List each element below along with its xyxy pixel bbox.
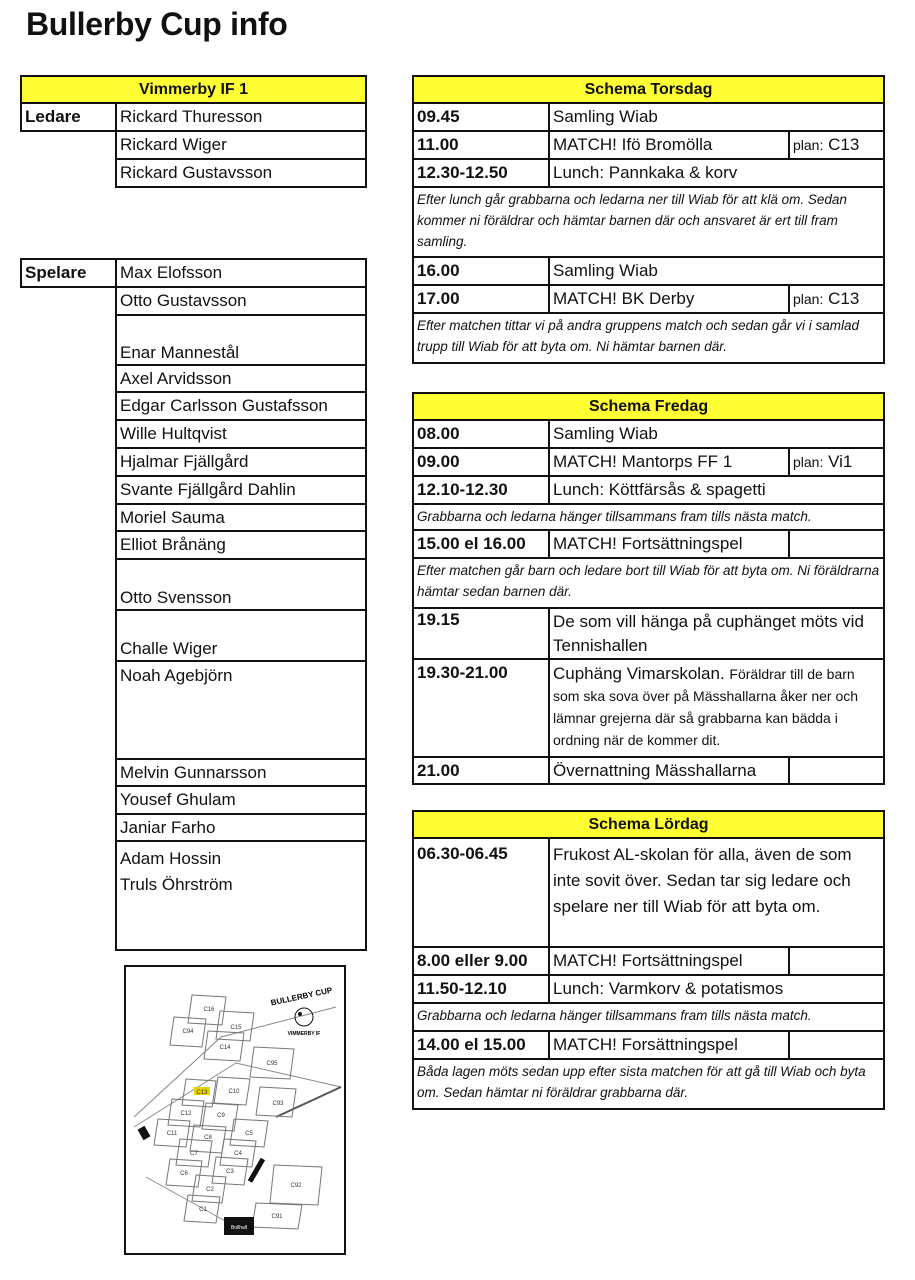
building-shape bbox=[138, 1126, 151, 1140]
plan-cell bbox=[789, 285, 884, 313]
time-cell: 15.00 el 16.00 bbox=[413, 530, 549, 558]
schedule-saturday bbox=[412, 810, 885, 1110]
empty-cell bbox=[789, 530, 884, 558]
time-cell: 12.10-12.30 bbox=[413, 476, 549, 504]
activity-cell: Lunch: Köttfärsås & spagetti bbox=[549, 476, 884, 504]
time-cell: 06.30-06.45 bbox=[413, 838, 549, 947]
player-name: Challe Wiger bbox=[116, 610, 366, 661]
time-cell: 11.00 bbox=[413, 131, 549, 159]
venue-map-drawing bbox=[126, 967, 344, 1253]
time-cell: 17.00 bbox=[413, 285, 549, 313]
player-name: Noah Agebjörn bbox=[116, 661, 366, 759]
activity-cell: Samling Wiab bbox=[549, 103, 884, 131]
plan-label: plan: bbox=[793, 454, 824, 470]
player-label: Spelare bbox=[21, 259, 116, 287]
empty-cell bbox=[789, 757, 884, 784]
leader-name: Rickard Thuresson bbox=[116, 103, 366, 131]
activity-cell: MATCH! Fortsättningspel bbox=[549, 947, 789, 975]
time-cell: 08.00 bbox=[413, 420, 549, 448]
activity-sub: Föräldrar till de barn som ska sova över på Mässhallarna åker ner och lämnar grejerna där så grabbarna kan bädda i ordning när de kommer dit. bbox=[553, 666, 859, 748]
activity-cell: MATCH! Mantorps FF 1 bbox=[549, 448, 789, 476]
leader-label: Ledare bbox=[21, 103, 116, 131]
activity-cell bbox=[549, 659, 884, 757]
field-label: C9 bbox=[217, 1113, 225, 1119]
field-label: C92 bbox=[290, 1183, 302, 1189]
field-label: C8 bbox=[204, 1135, 212, 1141]
note-text: Efter matchen tittar vi på andra gruppens match och sedan går vi i samlad trupp till Wiab för att byta om. Ni hämtar barnen där. bbox=[413, 313, 884, 363]
field-label: C1 bbox=[199, 1207, 207, 1213]
field-label: C11 bbox=[166, 1131, 178, 1137]
time-cell: 16.00 bbox=[413, 257, 549, 285]
player-name: Max Elofsson bbox=[116, 259, 366, 287]
building-label: Bollhall bbox=[230, 1225, 248, 1231]
field-label: C93 bbox=[272, 1101, 284, 1107]
activity-cell: Samling Wiab bbox=[549, 420, 884, 448]
plan-label: plan: bbox=[793, 137, 824, 153]
field-label: C94 bbox=[182, 1029, 194, 1035]
schedule-title: Schema Fredag bbox=[413, 393, 884, 420]
team-table bbox=[20, 75, 367, 951]
leader-name: Rickard Wiger bbox=[116, 131, 366, 159]
field-label: C2 bbox=[206, 1187, 214, 1193]
time-cell: 09.45 bbox=[413, 103, 549, 131]
time-cell: 19.30-21.00 bbox=[413, 659, 549, 757]
time-cell: 21.00 bbox=[413, 757, 549, 784]
player-name: Enar Mannestål bbox=[116, 315, 366, 365]
player-name: Otto Svensson bbox=[116, 559, 366, 610]
field-label: C3 bbox=[226, 1169, 234, 1175]
road-line bbox=[134, 1063, 341, 1127]
time-cell: 8.00 eller 9.00 bbox=[413, 947, 549, 975]
field-label: C6 bbox=[180, 1171, 188, 1177]
player-name: Hjalmar Fjällgård bbox=[116, 448, 366, 476]
venue-map bbox=[124, 965, 346, 1255]
player-name-group bbox=[116, 841, 366, 950]
leader-name: Rickard Gustavsson bbox=[116, 159, 366, 187]
field-label: C95 bbox=[266, 1061, 278, 1067]
field-label: C16 bbox=[203, 1007, 215, 1013]
time-cell: 11.50-12.10 bbox=[413, 975, 549, 1003]
note-text: Grabbarna och ledarna hänger tillsammans fram tills nästa match. bbox=[413, 1003, 884, 1031]
road-line bbox=[276, 1087, 341, 1117]
activity-cell: De som vill hänga på cuphänget möts vid Tennishallen bbox=[549, 608, 884, 659]
plan-value: C13 bbox=[828, 135, 860, 154]
schedule-thursday bbox=[412, 75, 885, 364]
road-line bbox=[134, 1007, 336, 1117]
activity-cell: MATCH! BK Derby bbox=[549, 285, 789, 313]
activity-main: Cuphäng Vimarskolan. bbox=[553, 664, 725, 683]
time-cell: 14.00 el 15.00 bbox=[413, 1031, 549, 1059]
note-text: Grabbarna och ledarna hänger tillsammans fram tills nästa match. bbox=[413, 504, 884, 530]
schedule-title: Schema Torsdag bbox=[413, 76, 884, 103]
logo-subtitle: VIMMERBY IF bbox=[287, 1031, 321, 1037]
player-name: Elliot Brånäng bbox=[116, 531, 366, 559]
activity-cell: Frukost AL-skolan för alla, även de som inte sovit över. Sedan tar sig ledare och spelare ner till Wiab för att byta om. bbox=[549, 838, 884, 947]
activity-cell: Samling Wiab bbox=[549, 257, 884, 285]
player-name: Adam Hossin bbox=[120, 849, 222, 868]
plan-cell bbox=[789, 131, 884, 159]
field-label: C5 bbox=[245, 1131, 253, 1137]
field-label: C4 bbox=[234, 1151, 242, 1157]
player-name: Svante Fjällgård Dahlin bbox=[116, 476, 366, 504]
field-label: C15 bbox=[230, 1025, 242, 1031]
highlight-field-label: C13 bbox=[196, 1090, 208, 1096]
note-text: Efter matchen går barn och ledare bort till Wiab för att byta om. Ni föräldrarna hämtar sedan barnen där. bbox=[413, 558, 884, 608]
note-text: Båda lagen möts sedan upp efter sista matchen för att gå till Wiab och byta om. Sedan hämtar ni föräldrar grabbarna där. bbox=[413, 1059, 884, 1109]
empty-cell bbox=[789, 1031, 884, 1059]
player-name: Edgar Carlsson Gustafsson bbox=[116, 392, 366, 420]
team-name: Vimmerby IF 1 bbox=[21, 76, 366, 103]
plan-value: C13 bbox=[828, 289, 860, 308]
player-name: Melvin Gunnarsson bbox=[116, 759, 366, 786]
logo-mascot-eye bbox=[298, 1012, 302, 1016]
page-title: Bullerby Cup info bbox=[26, 6, 288, 42]
plan-value: Vi1 bbox=[828, 452, 853, 471]
field-label: C10 bbox=[228, 1089, 240, 1095]
player-name: Otto Gustavsson bbox=[116, 287, 366, 315]
field-label: C91 bbox=[271, 1214, 283, 1220]
activity-cell: Lunch: Varmkorv & potatismos bbox=[549, 975, 884, 1003]
note-text: Efter lunch går grabbarna och ledarna ner till Wiab för att klä om. Sedan kommer ni föräldrar och hämtar barnen där och ansvaret är ert till fram samling. bbox=[413, 187, 884, 257]
logo-title: BULLERBY CUP bbox=[269, 985, 333, 1008]
activity-cell: MATCH! Fortsättningspel bbox=[549, 530, 789, 558]
player-name: Axel Arvidsson bbox=[116, 365, 366, 392]
schedule-friday bbox=[412, 392, 885, 785]
activity-cell: MATCH! Forsättningspel bbox=[549, 1031, 789, 1059]
time-cell: 09.00 bbox=[413, 448, 549, 476]
schedule-title: Schema Lördag bbox=[413, 811, 884, 838]
empty-cell bbox=[789, 947, 884, 975]
player-name: Wille Hultqvist bbox=[116, 420, 366, 448]
player-name: Moriel Sauma bbox=[116, 504, 366, 531]
field-label: C12 bbox=[180, 1111, 192, 1117]
building-shape bbox=[248, 1158, 265, 1183]
field-label: C7 bbox=[190, 1151, 198, 1157]
activity-cell: Lunch: Pannkaka & korv bbox=[549, 159, 884, 187]
plan-label: plan: bbox=[793, 291, 824, 307]
activity-cell: MATCH! Ifö Bromölla bbox=[549, 131, 789, 159]
player-name: Yousef Ghulam bbox=[116, 786, 366, 814]
player-name: Truls Öhrström bbox=[120, 875, 233, 894]
player-name: Janiar Farho bbox=[116, 814, 366, 841]
activity-cell: Övernattning Mässhallarna bbox=[549, 757, 789, 784]
time-cell: 19.15 bbox=[413, 608, 549, 659]
time-cell: 12.30-12.50 bbox=[413, 159, 549, 187]
field-label: C14 bbox=[219, 1045, 231, 1051]
plan-cell bbox=[789, 448, 884, 476]
